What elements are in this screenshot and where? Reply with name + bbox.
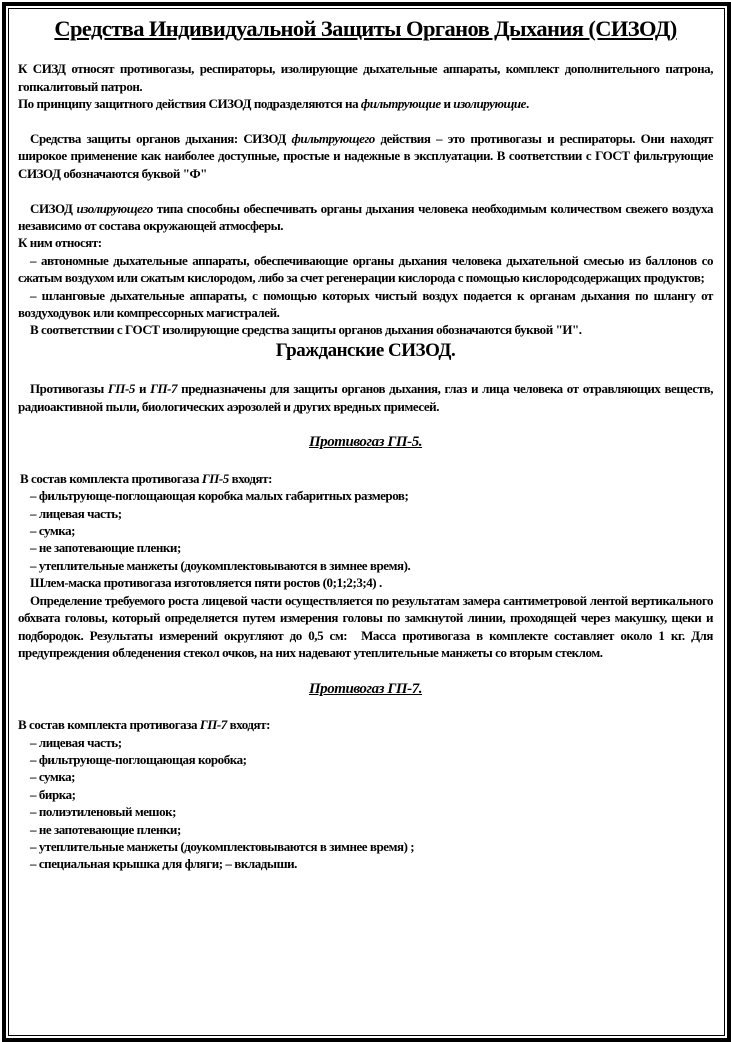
list-item: – фильтрующе-поглощающая коробка; [30, 751, 247, 767]
section-heading-gp5: Противогаз ГП-5. [308, 434, 423, 451]
list-item: – шланговые дыхательные аппараты, с помощью которых чистый воздух подается к органам дыхания по шлангу от воздуходувок или компрессорных магистралей. [18, 287, 713, 321]
isolating-paragraph: СИЗОД изолирующего типа способны обеспечивать органы дыхания человека необходимым количеством свежего воздуха независимо от состава окружающей атмосферы. [18, 200, 713, 234]
gp5-list [18, 487, 713, 574]
section-heading-civil: Гражданские СИЗОД. [275, 339, 456, 361]
classification-paragraph: По принципу защитного действия СИЗОД подразделяются на фильтрующие и изолирующие. [18, 96, 529, 112]
list-item: – лицевая часть; [30, 734, 122, 750]
civil-paragraph: Противогазы ГП-5 и ГП-7 предназначены для защиты органов дыхания, глаз и лица человека от отравляющих веществ, радиоактивной пыли, биологических аэрозолей и других вредных примесей. [18, 381, 714, 414]
list-item: – полиэтиленовый мешок; [30, 804, 177, 820]
list-item: – специальная крышка для фляги; – вкладыши. [30, 856, 297, 872]
list-item: – утеплительные манжеты (доукомплектовываются в зимнее время) ; [30, 838, 415, 854]
list-item: – сумка; [30, 523, 76, 539]
list-item: – лицевая часть; [30, 505, 122, 521]
list-item: – не запотевающие пленки; [30, 540, 181, 556]
term-filtering: фильтрующие [360, 96, 441, 112]
isolating-gost-paragraph: В соответствии с ГОСТ изолирующие средства защиты органов дыхания обозначаются буквой "И". [30, 322, 582, 338]
list-item: – утеплительные манжеты (доукомплектовываются в зимнее время). [30, 557, 411, 573]
list-item: – сумка; [30, 769, 76, 785]
intro-paragraph: К СИЗД относят противогазы, респираторы, изолирующие дыхательные аппараты, комплект дополнительного патрона, гопкалитовый патрон. [18, 61, 713, 94]
document-title: Средства Индивидуальной Защиты Органов Дыхания (СИЗОД) [54, 16, 677, 41]
list-item: – фильтрующе-поглощающая коробка малых габаритных размеров; [30, 488, 409, 504]
term-isolating: изолирующие [453, 96, 526, 112]
isolating-list-intro: К ним относят: [18, 235, 102, 251]
gp7-intro: В состав комплекта противогаза ГП-7 входят: [18, 717, 270, 733]
gp7-list [18, 734, 713, 873]
gp5-intro: В состав комплекта противогаза ГП-5 входят: [20, 470, 272, 486]
section-heading-gp7: Противогаз ГП-7. [308, 680, 423, 697]
list-item: – автономные дыхательные аппараты, обеспечивающие органы дыхания человека дыхательной смесью из баллонов со сжатым воздухом или сжатым кислородом, либо за счет регенерации кислорода с помощью кислородсодержащих продуктов; [18, 252, 713, 286]
gp5-measure-paragraph: Определение требуемого роста лицевой части осуществляется по результатам замера сантиметровой лентой вертикального обхвата головы, который определяется путем измерения головы по замкнутой линии, проходящей через макушку, щеки и подбородок. Результаты измерений округляют до 0,5 см: Масса противогаза в комплекте составляет около 1 кг. Для предупреждения обледенения стекол очков, на них надевают утеплительные манжеты со вторым стеклом. [18, 592, 713, 660]
document-body [18, 10, 713, 873]
list-item: – бирка; [30, 786, 76, 802]
filtering-paragraph: Средства защиты органов дыхания: СИЗОД фильтрующего действия – это противогазы и респираторы. Они находят широкое применение как наиболее доступные, простые и надежные в эксплуатации. В соответствии с ГОСТ фильтрующие СИЗОД обозначаются буквой "Ф" [18, 131, 713, 181]
gp5-sizes: Шлем-маска противогаза изготовляется пяти ростов (0;1;2;3;4) . [30, 575, 382, 591]
list-item: – не запотевающие пленки; [30, 821, 181, 837]
